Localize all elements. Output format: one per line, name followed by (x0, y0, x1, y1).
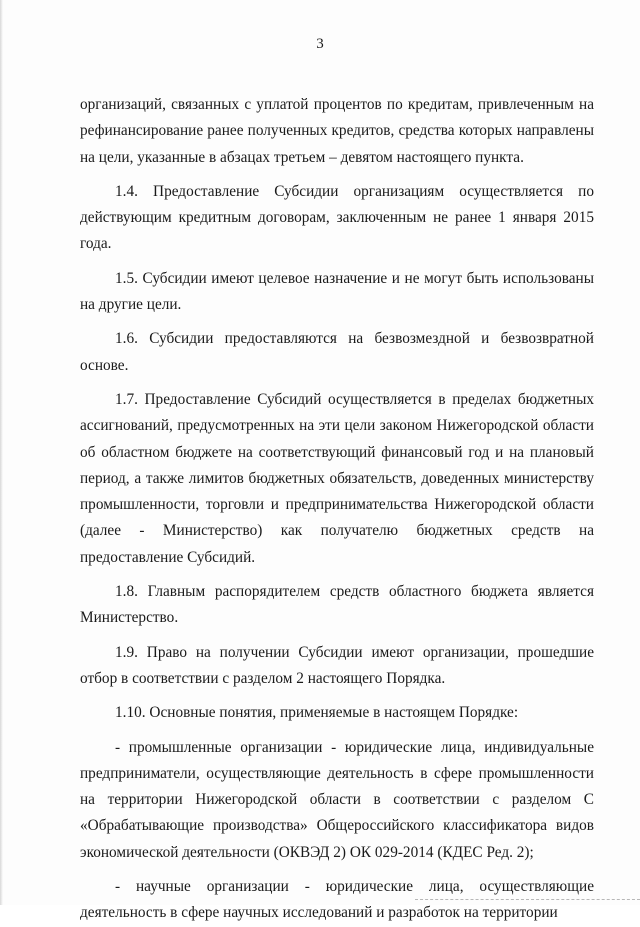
paragraph-continuation: организаций, связанных с уплатой процентов по кредитам, привлеченным на рефинансирование ранее полученных кредитов, средства которых направлены на цели, указанные в абзацах третьем – девятом настоящего пункта. (80, 96, 594, 166)
definition-scientific-organizations: - научные организации - юридические лица, осуществляющие деятельность в сфере научных исследований и разработок на территории (80, 878, 594, 922)
page-number: 3 (316, 36, 324, 52)
paragraph-1-9: 1.9. Право на получении Субсидии имеют организации, прошедшие отбор в соответствии с разделом 2 настоящего Порядка. (80, 643, 594, 687)
paragraph-1-10: 1.10. Основные понятия, применяемые в настоящем Порядке: (115, 704, 519, 722)
scan-artifact-line (415, 895, 640, 900)
paragraph-1-8: 1.8. Главным распорядителем средств областного бюджета является Министерство. (80, 583, 594, 627)
definition-industrial-organizations: - промышленные организации - юридические лица, индивидуальные предприниматели, осуществляющие деятельность в сфере промышленности на территории Нижегородской области в соответствии с разделом С «Обрабатывающие производства» Общероссийского классификатора видов экономической деятельности (ОКВЭД 2) ОК 029-2014 (КДЕС Ред. 2); (80, 738, 594, 861)
document-body (80, 92, 594, 927)
paragraph-1-5: 1.5. Субсидии имеют целевое назначение и не могут быть использованы на другие цели. (80, 269, 594, 314)
paragraph-1-6: 1.6. Субсидии предоставляются на безвозмездной и безвозвратной основе. (80, 330, 594, 374)
paragraph-1-7: 1.7. Предоставление Субсидий осуществляется в пределах бюджетных ассигнований, предусмотренных на эти цели законом Нижегородской области об областном бюджете на соответствующий финансовый год и на плановый период, а также лимитов бюджетных обязательств, доведенных министерству промышленности, торговли и предпринимательства Нижегородской области (далее - Министерство) как получателю бюджетных средств на предоставление Субсидий. (80, 390, 594, 566)
scan-edge-shadow (0, 0, 3, 905)
paragraph-1-4: 1.4. Предоставление Субсидии организациям осуществляется по действующим кредитным договорам, заключенным не ранее 1 января 2015 года. (80, 182, 594, 253)
